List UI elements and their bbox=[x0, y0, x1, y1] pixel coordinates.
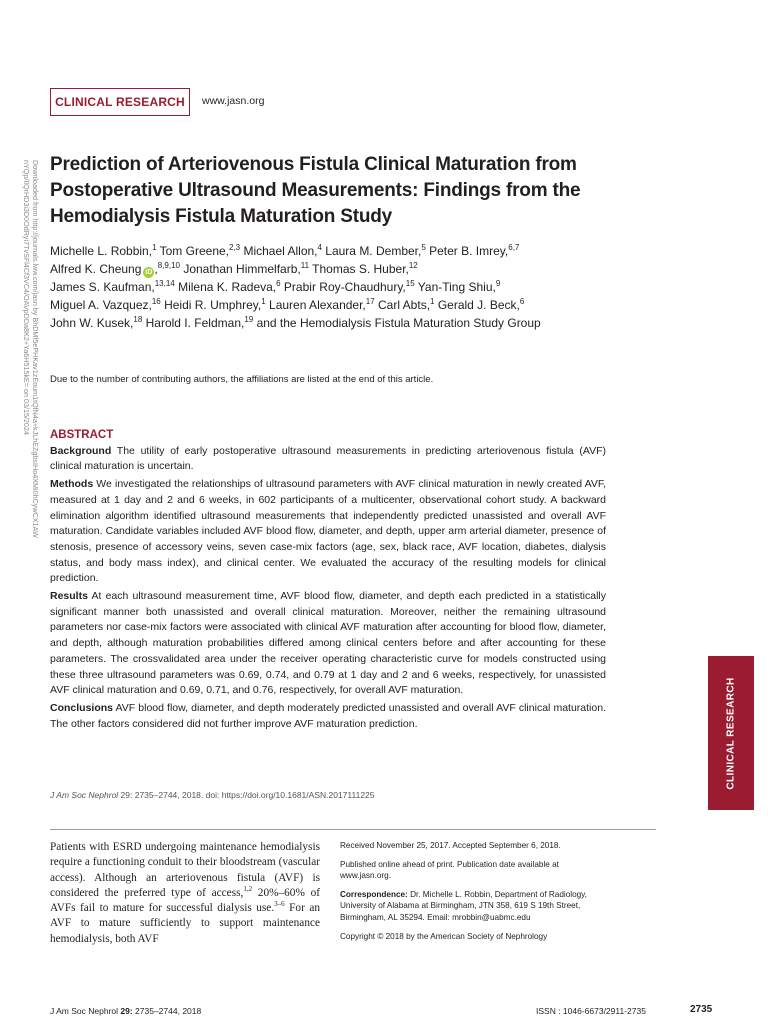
article-info bbox=[340, 840, 610, 949]
author-name: Gerald J. Beck, bbox=[434, 298, 520, 312]
author-name: Thomas S. Huber, bbox=[309, 262, 409, 276]
citation-line: J Am Soc Nephrol 29: 2735–2744, 2018. doi: https://doi.org/10.1681/ASN.2017111225 bbox=[50, 790, 375, 800]
abstract bbox=[50, 428, 606, 734]
side-section-tab bbox=[708, 656, 754, 810]
section-label-box bbox=[50, 88, 190, 116]
body-paragraph: Patients with ESRD undergoing maintenance hemodialysis require a functioning conduit to their bloodstream (vascular access). Although an arteriovenous fistula (AVF) is considered the preferred type of access,$^{1,2}$ 20%–60% of AVFs fail to mature for successful dialysis use.$^{3-6}$ For an AVF to mature sufficiently to support maintenance hemodialysis, both AVF bbox=[50, 841, 320, 945]
author-name: Heidi R. Umphrey, bbox=[160, 298, 262, 312]
author-name: Alfred K. Cheung bbox=[50, 262, 142, 276]
author-affil-sup: 5 bbox=[421, 243, 426, 252]
affiliation-note: Due to the number of contributing authors, the affiliations are listed at the end of this article. bbox=[50, 374, 434, 385]
download-watermark-line2: nYQp/IlQrHD3i3D0OdRyi7TvSFl4Cf3VC4/OAVpDDa8K2+Ya6H515kE= on 03/15/2024 bbox=[22, 160, 31, 435]
received-dates: Received November 25, 2017. Accepted September 6, 2018. bbox=[340, 841, 561, 850]
journal-url[interactable]: www.jasn.org bbox=[202, 95, 265, 107]
author-name: Jonathan Himmelfarb, bbox=[179, 262, 301, 276]
author-affil-sup: 1 bbox=[261, 297, 266, 306]
author-affil-sup: 17 bbox=[365, 297, 375, 306]
author-name: Laura M. Dember, bbox=[321, 244, 422, 258]
author-group: and the Hemodialysis Fistula Maturation Study Group bbox=[253, 316, 541, 330]
reference-sup[interactable]: 3–6 bbox=[274, 900, 285, 909]
author-name: John W. Kusek, bbox=[50, 316, 134, 330]
author-name: James S. Kaufman, bbox=[50, 280, 155, 294]
article-title: Prediction of Arteriovenous Fistula Clinical Maturation from Postoperative Ultrasound Measurements: Findings from the Hemodialysis Fistula Maturation Study bbox=[50, 154, 581, 227]
abstract-heading: ABSTRACT bbox=[50, 429, 114, 441]
author-affil-sup: 6 bbox=[276, 279, 281, 288]
download-watermark-line1: Downloaded from http://journals.lww.com/jasn by BhDMf5ePHKav1zEoum1tQfN4a+kJLhEZgbsIHo4XMi0hCywCX1AW bbox=[31, 160, 40, 538]
footer-journal: J Am Soc Nephrol 29: 2735–2744, 2018 bbox=[50, 1006, 202, 1016]
author-name: Prabir Roy-Chaudhury, bbox=[280, 280, 406, 294]
author-affil-sup: 6,7 bbox=[508, 243, 520, 252]
side-section-tab-label: CLINICAL RESEARCH bbox=[725, 676, 737, 790]
author-affil-sup: 18 bbox=[133, 315, 143, 324]
abstract-results: Results At each ultrasound measurement time, AVF blood flow, diameter, and depth each predicted in a statistically significant manner both unassisted and overall clinical maturation. Moreover, neither the remaining ultrasound parameters nor case-mix factors were associated with clinical AVF maturation after accounting for blood flow, diameter, and depth, although maturation probabilities differed among clinical centers before and after accounting for these parameters. The crossvalidated area under the receiver operating characteristic curve for models constructed using these three ultrasound parameters was 0.69, 0.74, and 0.79 at 1 day and 2 and 6 weeks, respectively, for unassisted AVF clinical maturation and 0.69, 0.71, and 0.76, respectively, for overall AVF maturation. bbox=[50, 590, 606, 697]
author-affil-sup: 11 bbox=[300, 261, 310, 270]
author-affil-sup: 4 bbox=[317, 243, 322, 252]
author-name: Milena K. Radeva, bbox=[174, 280, 277, 294]
author-affil-sup: 8,9,10 bbox=[157, 261, 180, 270]
published-note: Published online ahead of print. Publication date available at www.jasn.org. bbox=[340, 859, 559, 881]
abstract-background: Background The utility of early postoperative ultrasound measurements in predicting arteriovenous fistula (AVF) clinical maturation is uncertain. bbox=[50, 444, 606, 473]
author-affil-sup: 2,3 bbox=[229, 243, 241, 252]
author-name: Peter B. Imrey, bbox=[425, 244, 509, 258]
author-affil-sup: 13,14 bbox=[154, 279, 175, 288]
author-name: Harold I. Feldman, bbox=[142, 316, 245, 330]
author-affil-sup: 12 bbox=[408, 261, 418, 270]
author-name: Michelle L. Robbin, bbox=[50, 244, 153, 258]
author-name: Yan-Ting Shiu, bbox=[414, 280, 496, 294]
author-affil-sup: 16 bbox=[151, 297, 161, 306]
section-label: CLINICAL RESEARCH bbox=[55, 95, 185, 109]
author-affil-sup: 9 bbox=[495, 279, 501, 288]
author-affil-sup: 15 bbox=[405, 279, 415, 288]
abstract-conclusions: Conclusions AVF blood flow, diameter, and depth moderately predicted unassisted and overall AVF clinical maturation. The other factors considered did not further improve AVF maturation prediction. bbox=[50, 701, 606, 730]
author-name: Carl Abts, bbox=[374, 298, 431, 312]
abstract-methods: Methods We investigated the relationships of ultrasound parameters with AVF clinical maturation in newly created AVF, measured at 1 day and 2 and 6 weeks, in 602 participants of a multicenter, observational cohort study. A backward elimination algorithm identified ultrasound measurements that independently predicted unassisted and overall AVF maturation. Candidate variables included AVF blood flow, diameter, and depth, upper arm arterial diameter, presence of stenosis, presence of accessory veins, seven case-mix factors (age, sex, black race, AVF location, diabetes, dialysis status, and body mass index), and clinical center. We evaluated the accuracy of the resulting models for clinical prediction. bbox=[50, 478, 606, 585]
divider bbox=[50, 829, 656, 830]
author-affil-sup: 6 bbox=[519, 297, 525, 306]
footer-issn: ISSN : 1046-6673/2911-2735 bbox=[536, 1006, 646, 1016]
author-affil-sup: 1 bbox=[152, 243, 157, 252]
author-affil-sup: 1 bbox=[430, 297, 435, 306]
orcid-icon[interactable]: iD bbox=[145, 269, 153, 276]
reference-sup[interactable]: 1,2 bbox=[243, 885, 253, 894]
author-list: Michelle L. Robbin,$^1$ Tom Greene,$^{2,3}$ Michael Allon,$^4$ Laura M. Dember,$^5$ Peter B. Imrey,$^{6,7}$ Alfred K. Cheung iD ,$^{8,9,10}$ Jonathan Himmelfarb,$^{11}$ Thomas S. Huber,$^{12}$ James S. Kaufman,$^{13,14}$ Milena K. Radeva,$^6$ Prabir Roy-Chaudhury,$^{15}$ Yan-Ting Shiu,$^9$ Miguel A. Vazquez,$^{16}$ Heidi R. Umphrey,$^1$ Lauren Alexander,$^{17}$ Carl Abts,$^1$ Gerald J. Beck,$^6$ John W. Kusek,$^{18}$ Harold I. Feldman,$^{19}$ and the Hemodialysis Fistula Maturation Study Group bbox=[50, 243, 541, 330]
author-name: Michael Allon, bbox=[240, 244, 318, 258]
copyright: Copyright © 2018 by the American Society of Nephrology bbox=[340, 931, 548, 941]
author-name: Miguel A. Vazquez, bbox=[50, 298, 152, 312]
author-name: Tom Greene, bbox=[156, 244, 229, 258]
author-name: Lauren Alexander, bbox=[265, 298, 366, 312]
page-number: 2735 bbox=[690, 1004, 713, 1015]
author-affil-sup: 19 bbox=[244, 315, 254, 324]
download-watermark bbox=[4, 160, 40, 630]
correspondence: Correspondence: Dr. Michelle L. Robbin, Department of Radiology, University of Alabama at Birmingham, JTN 358, 619 S 19th Street, Birmingham, AL 35294. Email: mrobbin@uabmc.edu bbox=[340, 889, 587, 922]
